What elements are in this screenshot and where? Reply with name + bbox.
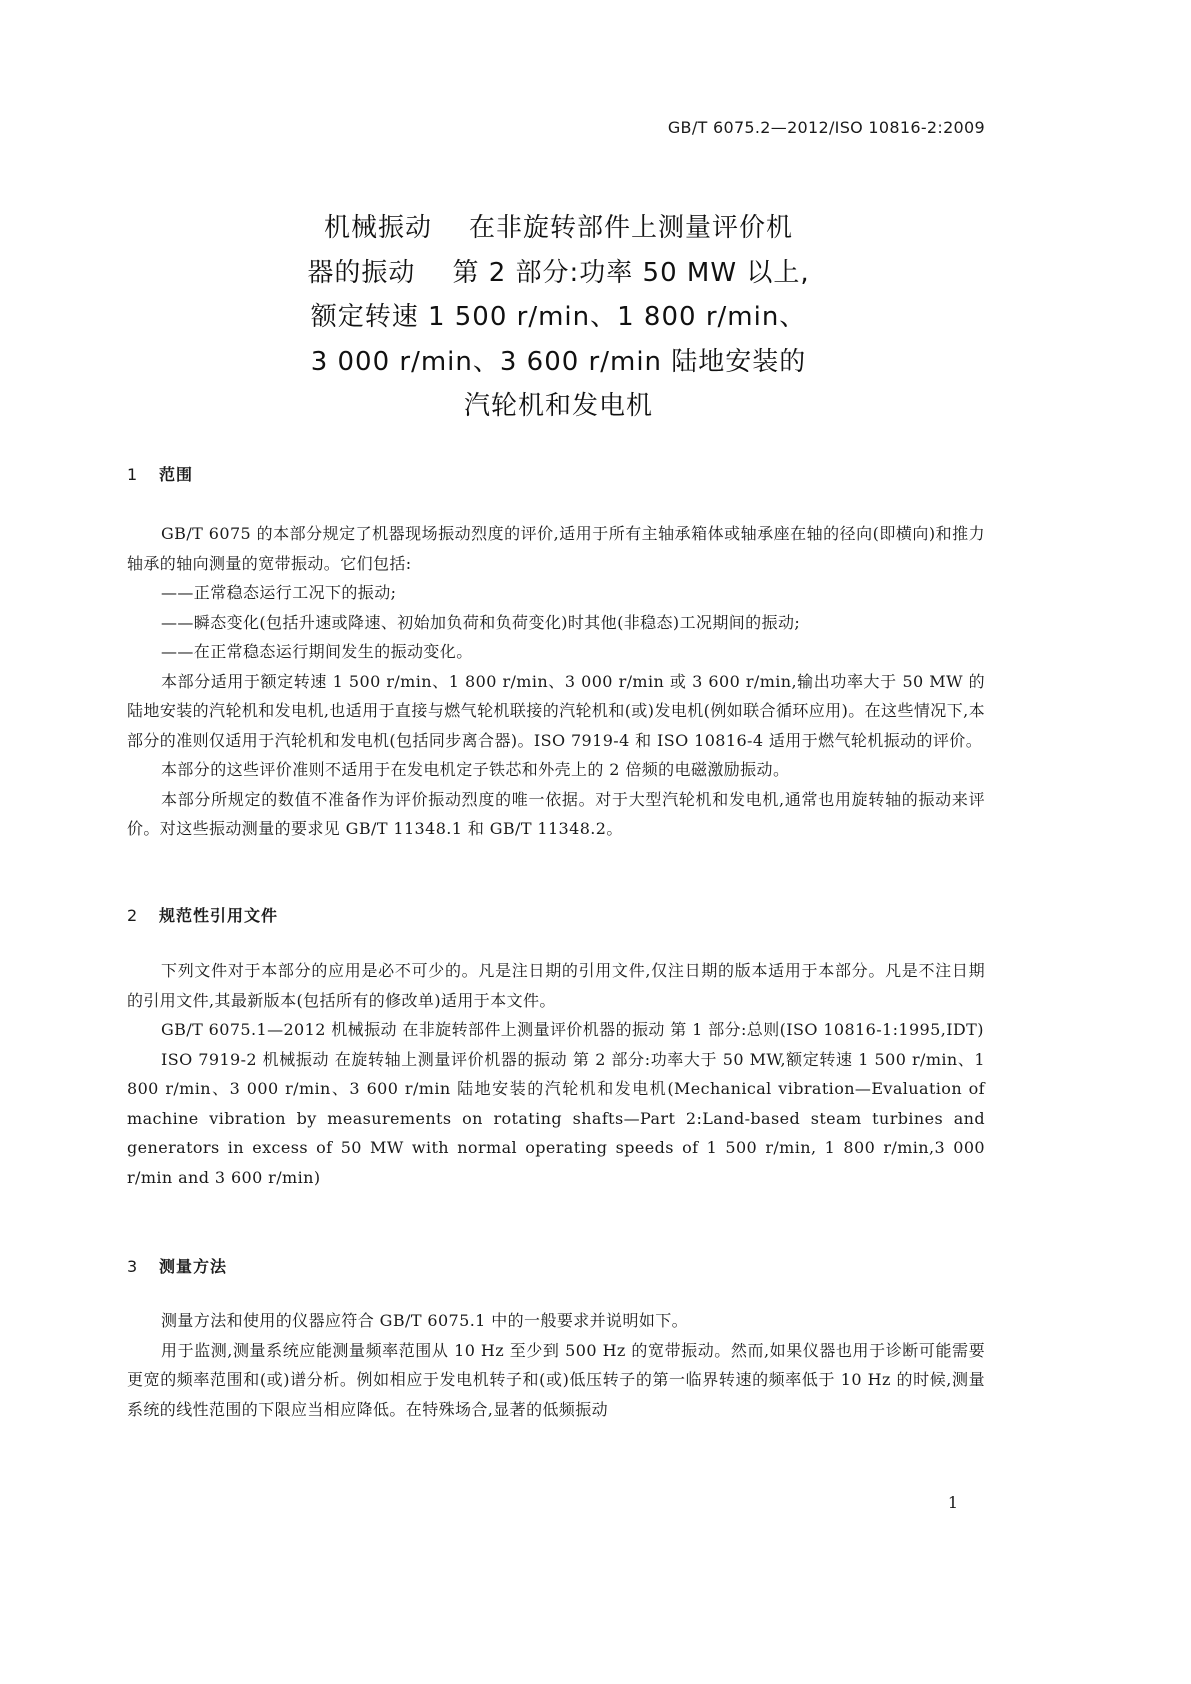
reference-entry: ISO 7919-2 机械振动 在旋转轴上测量评价机器的振动 第 2 部分:功率大于 50 MW,额定转速 1 500 r/min、1 800 r/min、3 000 r/min、3 600 r/min 陆地安装的汽轮机和发电机(Mechanical vibration—Evaluation of machine vibration by measurements on rotating shafts—Part 2:Land-based steam turbines and generators in excess of 50 MW with normal operating speeds of 1 500 r/min, 1 800 r/min,3 000 r/min and 3 600 r/min) bbox=[127, 1049, 985, 1187]
section-body-measurement-method bbox=[127, 1306, 985, 1424]
section-title: 范围 bbox=[159, 465, 194, 484]
title-line: 汽轮机和发电机 bbox=[463, 391, 653, 421]
section-body-normative-references bbox=[127, 956, 985, 1192]
section-number: 1 bbox=[127, 465, 139, 484]
standard-code: GB/T 6075.2—2012/ISO 10816-2:2009 bbox=[667, 118, 985, 137]
title-line: 机械振动 在非旋转部件上测量评价机 bbox=[323, 213, 794, 243]
paragraph: 下列文件对于本部分的应用是必不可少的。凡是注日期的引用文件,仅注日期的版本适用于本部分。凡是不注日期的引用文件,其最新版本(包括所有的修改单)适用于本文件。 bbox=[127, 961, 985, 1010]
title-line: 器的振动 第 2 部分:功率 50 MW 以上, bbox=[307, 257, 810, 288]
title-line: 3 000 r/min、3 600 r/min 陆地安装的 bbox=[310, 346, 807, 377]
section-title: 规范性引用文件 bbox=[159, 906, 279, 925]
paragraph: 用于监测,测量系统应能测量频率范围从 10 Hz 至少到 500 Hz 的宽带振动。然而,如果仪器也用于诊断可能需要更宽的频率范围和(或)谱分析。例如相应于发电机转子和(或)低压转子的第一临界转速的频率低于 10 Hz 的时候,测量系统的线性范围的下限应当相应降低。在特殊场合,显著的低频振动 bbox=[127, 1340, 985, 1419]
section-title: 测量方法 bbox=[159, 1257, 228, 1276]
section-number: 3 bbox=[127, 1257, 139, 1276]
list-item: ——瞬态变化(包括升速或降速、初始加负荷和负荷变化)时其他(非稳态)工况期间的振动; bbox=[161, 612, 801, 632]
paragraph: 本部分所规定的数值不准备作为评价振动烈度的唯一依据。对于大型汽轮机和发电机,通常也用旋转轴的振动来评价。对这些振动测量的要求见 GB/T 11348.1 和 GB/T 11348.2。 bbox=[127, 789, 985, 838]
title-line: 额定转速 1 500 r/min、1 800 r/min、 bbox=[310, 302, 807, 332]
list-item: ——在正常稳态运行期间发生的振动变化。 bbox=[161, 642, 473, 661]
list-item: ——正常稳态运行工况下的振动; bbox=[161, 583, 397, 602]
page-number: 1 bbox=[947, 1493, 958, 1512]
paragraph: GB/T 6075 的本部分规定了机器现场振动烈度的评价,适用于所有主轴承箱体或轴承座在轴的径向(即横向)和推力轴承的轴向测量的宽带振动。它们包括: bbox=[127, 524, 985, 573]
section-heading-normative-references bbox=[127, 903, 278, 926]
paragraph: 本部分适用于额定转速 1 500 r/min、1 800 r/min、3 000 r/min 或 3 600 r/min,输出功率大于 50 MW 的陆地安装的汽轮机和发电机,也适用于直接与燃气轮机联接的汽轮机和(或)发电机(例如联合循环应用)。在这些情况下,本部分的准则仅适用于汽轮机和发电机(包括同步离合器)。ISO 7919-4 和 ISO 10816-4 适用于燃气轮机振动的评价。 bbox=[127, 671, 985, 750]
section-number: 2 bbox=[127, 906, 139, 925]
section-heading-measurement-method bbox=[127, 1254, 227, 1277]
paragraph: 测量方法和使用的仪器应符合 GB/T 6075.1 中的一般要求并说明如下。 bbox=[161, 1311, 689, 1330]
paragraph: 本部分的这些评价准则不适用于在发电机定子铁芯和外壳上的 2 倍频的电磁激励振动。 bbox=[161, 760, 790, 779]
section-heading-scope bbox=[127, 462, 193, 485]
document-title bbox=[0, 206, 1117, 429]
reference-entry: GB/T 6075.1—2012 机械振动 在非旋转部件上测量评价机器的振动 第 1 部分:总则(ISO 10816-1:1995,IDT) bbox=[161, 1020, 984, 1039]
section-body-scope bbox=[127, 519, 985, 844]
